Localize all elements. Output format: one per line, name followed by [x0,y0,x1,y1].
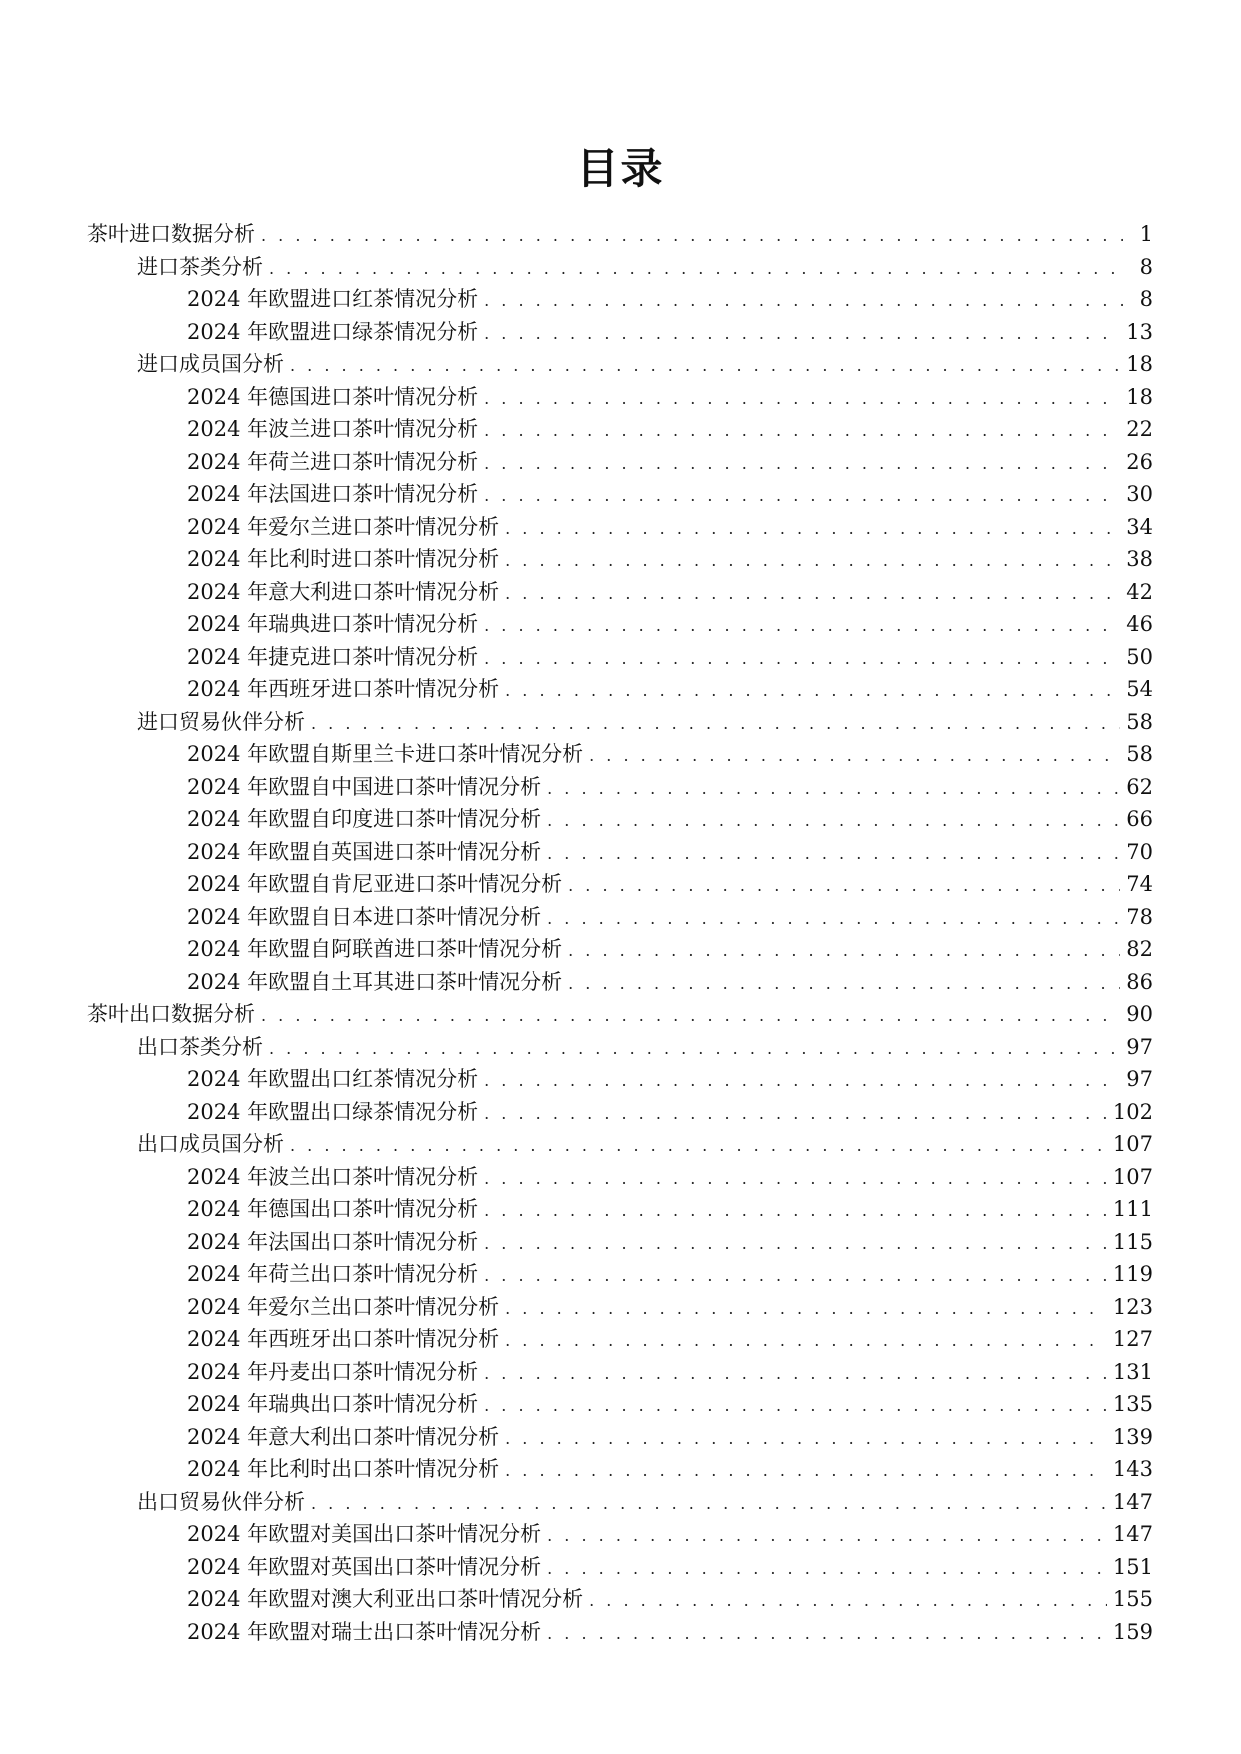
toc-entry[interactable] [87,836,1153,869]
toc-entry[interactable] [87,933,1153,966]
toc-entry-label: 2024 年西班牙进口茶叶情况分析 [187,677,500,701]
toc-entry-page: 26 [1126,449,1153,474]
toc-entry-label: 2024 年德国出口茶叶情况分析 [187,1197,479,1221]
toc-entry[interactable] [87,218,1153,251]
toc-entry-page: 86 [1126,969,1153,994]
toc-entry-label: 出口成员国分析 [137,1132,284,1156]
toc-entry-page: 78 [1126,904,1153,929]
toc-entry-page: 159 [1112,1619,1153,1644]
toc-entry-label: 2024 年欧盟自斯里兰卡进口茶叶情况分析 [187,742,584,766]
dot-leader [589,1585,1107,1618]
toc-entry-page: 22 [1126,417,1153,441]
toc-entry-page: 46 [1126,612,1153,636]
toc-entry-page: 90 [1126,1002,1153,1026]
toc-entry-label: 2024 年波兰出口茶叶情况分析 [187,1164,479,1189]
toc-entry-label: 2024 年欧盟自英国进口茶叶情况分析 [187,839,542,864]
toc-entry[interactable] [87,1551,1153,1584]
dot-leader [568,935,1120,968]
toc-entry-label: 2024 年波兰进口茶叶情况分析 [187,417,479,441]
toc-entry-page: 123 [1112,1294,1153,1319]
toc-entry-page: 107 [1112,1164,1153,1189]
toc-entry-label: 2024 年欧盟自日本进口茶叶情况分析 [187,904,542,929]
toc-entry[interactable] [87,1323,1153,1356]
toc-entry-label: 2024 年荷兰出口茶叶情况分析 [187,1262,479,1286]
toc-entry-label: 2024 年瑞典出口茶叶情况分析 [187,1392,479,1416]
toc-entry-page: 50 [1126,644,1153,669]
dot-leader [484,1195,1107,1228]
toc-entry-page: 139 [1112,1424,1153,1449]
dot-leader [484,318,1120,351]
dot-leader [505,545,1120,578]
toc-entry-label: 进口成员国分析 [137,352,284,376]
toc-entry-page: 70 [1126,839,1153,864]
dot-leader [484,383,1120,416]
dot-leader [547,1553,1107,1586]
dot-leader [547,903,1120,936]
toc-entry-label: 2024 年欧盟自土耳其进口茶叶情况分析 [187,969,563,994]
toc-entry-page: 34 [1126,514,1153,539]
dot-leader [547,1520,1107,1553]
toc-entry-label: 2024 年德国进口茶叶情况分析 [187,384,479,409]
toc-entry-label: 2024 年欧盟对澳大利亚出口茶叶情况分析 [187,1587,584,1611]
toc-entry-page: 102 [1112,1099,1153,1124]
page-title: 目录 [576,144,665,194]
toc-entry-page: 42 [1126,579,1153,604]
toc-entry[interactable] [87,738,1153,771]
toc-entry-page: 8 [1139,254,1153,279]
dot-leader [547,773,1120,806]
toc-entry-page: 58 [1126,709,1153,734]
toc-entry[interactable] [87,1388,1153,1421]
toc-entry-page: 147 [1112,1489,1153,1514]
toc-entry-page: 58 [1126,742,1153,766]
table-of-contents [87,218,1153,1648]
dot-leader [547,838,1120,871]
dot-leader [484,285,1123,318]
dot-leader [589,740,1120,773]
toc-entry[interactable] [87,1226,1153,1259]
toc-entry-page: 107 [1112,1132,1153,1156]
toc-entry[interactable] [87,608,1153,641]
dot-leader [484,1098,1107,1131]
dot-leader [547,805,1120,838]
toc-entry[interactable] [87,478,1153,511]
toc-entry-page: 155 [1112,1587,1153,1611]
toc-entry-page: 54 [1126,677,1153,701]
dot-leader [547,1618,1107,1651]
dot-leader [505,1423,1107,1456]
toc-entry[interactable] [87,251,1153,284]
toc-entry-page: 18 [1126,352,1153,376]
toc-entry-label: 进口茶类分析 [137,254,263,279]
toc-entry-label: 2024 年西班牙出口茶叶情况分析 [187,1327,500,1351]
toc-entry-page: 74 [1126,872,1153,896]
toc-entry[interactable] [87,1291,1153,1324]
toc-entry[interactable] [87,1193,1153,1226]
toc-entry-page: 8 [1139,287,1153,311]
dot-leader [261,220,1123,253]
toc-entry[interactable] [87,1616,1153,1649]
dot-leader [484,1358,1107,1391]
dot-leader [505,1325,1107,1358]
toc-entry-page: 111 [1112,1197,1153,1221]
toc-entry[interactable] [87,1258,1153,1291]
dot-leader [484,643,1120,676]
toc-entry[interactable] [87,413,1153,446]
toc-entry-label: 2024 年荷兰进口茶叶情况分析 [187,449,479,474]
dot-leader [290,350,1120,383]
dot-leader [311,1488,1107,1521]
dot-leader [484,1390,1107,1423]
dot-leader [505,1455,1107,1488]
dot-leader [290,1130,1107,1163]
toc-entry[interactable] [87,1583,1153,1616]
toc-entry-label: 2024 年意大利进口茶叶情况分析 [187,579,500,604]
dot-leader [505,578,1120,611]
toc-entry[interactable] [87,1421,1153,1454]
toc-entry-page: 18 [1126,384,1153,409]
toc-entry-page: 38 [1126,547,1153,571]
toc-entry-label: 2024 年欧盟自肯尼亚进口茶叶情况分析 [187,872,563,896]
toc-entry[interactable] [87,283,1153,316]
toc-entry[interactable] [87,576,1153,609]
toc-entry-page: 135 [1112,1392,1153,1416]
toc-entry[interactable] [87,868,1153,901]
toc-entry-page: 62 [1126,774,1153,799]
toc-entry-label: 2024 年欧盟出口绿茶情况分析 [187,1099,479,1124]
dot-leader [484,448,1120,481]
toc-entry-label: 2024 年法国进口茶叶情况分析 [187,482,479,506]
dot-leader [269,253,1123,286]
toc-entry-page: 1 [1139,222,1153,246]
toc-entry[interactable] [87,641,1153,674]
toc-entry-label: 2024 年欧盟自印度进口茶叶情况分析 [187,807,542,831]
toc-entry[interactable] [87,511,1153,544]
toc-entry[interactable] [87,771,1153,804]
toc-entry-page: 30 [1126,482,1153,506]
toc-entry[interactable] [87,446,1153,479]
dot-leader [484,1163,1107,1196]
toc-entry[interactable] [87,1161,1153,1194]
toc-entry[interactable] [87,1518,1153,1551]
toc-entry-page: 13 [1126,319,1153,344]
toc-entry-label: 2024 年瑞典进口茶叶情况分析 [187,612,479,636]
dot-leader [484,1228,1107,1261]
toc-entry[interactable] [87,543,1153,576]
dot-leader [505,513,1120,546]
toc-entry-label: 2024 年丹麦出口茶叶情况分析 [187,1359,479,1384]
toc-entry-page: 66 [1126,807,1153,831]
toc-entry-page: 82 [1126,937,1153,961]
toc-entry-page: 143 [1112,1457,1153,1481]
dot-leader [484,480,1120,513]
toc-entry[interactable] [87,1453,1153,1486]
dot-leader [311,708,1120,741]
toc-entry[interactable] [87,803,1153,836]
toc-entry-label: 2024 年欧盟自中国进口茶叶情况分析 [187,774,542,799]
dot-leader [484,415,1120,448]
toc-entry-label: 茶叶进口数据分析 [87,222,255,246]
toc-entry[interactable] [87,673,1153,706]
toc-entry-page: 127 [1112,1327,1153,1351]
toc-entry-label: 2024 年比利时进口茶叶情况分析 [187,547,500,571]
toc-entry-page: 131 [1112,1359,1153,1384]
toc-entry-page: 97 [1126,1067,1153,1091]
toc-entry-page: 119 [1112,1262,1153,1286]
toc-entry[interactable] [87,316,1153,349]
toc-entry[interactable] [87,1128,1153,1161]
toc-entry-label: 2024 年捷克进口茶叶情况分析 [187,644,479,669]
toc-entry-label: 进口贸易伙伴分析 [137,709,305,734]
toc-entry[interactable] [87,1063,1153,1096]
toc-entry-label: 2024 年爱尔兰出口茶叶情况分析 [187,1294,500,1319]
toc-entry-label: 2024 年欧盟对英国出口茶叶情况分析 [187,1554,542,1579]
toc-entry[interactable] [87,998,1153,1031]
dot-leader [484,610,1120,643]
toc-entry-label: 2024 年欧盟对美国出口茶叶情况分析 [187,1522,542,1546]
toc-entry-label: 2024 年法国出口茶叶情况分析 [187,1229,479,1254]
toc-entry-page: 115 [1112,1229,1153,1254]
toc-entry[interactable] [87,901,1153,934]
dot-leader [484,1260,1107,1293]
toc-entry-label: 2024 年爱尔兰进口茶叶情况分析 [187,514,500,539]
toc-entry-label: 2024 年欧盟对瑞士出口茶叶情况分析 [187,1619,542,1644]
toc-entry-label: 2024 年欧盟进口绿茶情况分析 [187,319,479,344]
toc-entry-label: 2024 年欧盟自阿联酋进口茶叶情况分析 [187,937,563,961]
toc-entry-label: 2024 年比利时出口茶叶情况分析 [187,1457,500,1481]
toc-entry[interactable] [87,1486,1153,1519]
toc-entry[interactable] [87,348,1153,381]
toc-entry-label: 2024 年欧盟进口红茶情况分析 [187,287,479,311]
dot-leader [484,1065,1120,1098]
dot-leader [568,870,1120,903]
toc-entry[interactable] [87,1096,1153,1129]
toc-entry-page: 147 [1112,1522,1153,1546]
toc-entry-label: 出口茶类分析 [137,1034,263,1059]
toc-entry-page: 151 [1112,1554,1153,1579]
toc-entry[interactable] [87,381,1153,414]
toc-entry-label: 2024 年欧盟出口红茶情况分析 [187,1067,479,1091]
toc-entry-label: 出口贸易伙伴分析 [137,1489,305,1514]
toc-entry-page: 97 [1126,1034,1153,1059]
toc-entry[interactable] [87,1031,1153,1064]
dot-leader [261,1000,1120,1033]
toc-entry[interactable] [87,1356,1153,1389]
toc-entry-label: 2024 年意大利出口茶叶情况分析 [187,1424,500,1449]
toc-entry[interactable] [87,966,1153,999]
dot-leader [269,1033,1120,1066]
toc-entry[interactable] [87,706,1153,739]
dot-leader [568,968,1120,1001]
dot-leader [505,675,1120,708]
dot-leader [505,1293,1107,1326]
toc-entry-label: 茶叶出口数据分析 [87,1002,255,1026]
